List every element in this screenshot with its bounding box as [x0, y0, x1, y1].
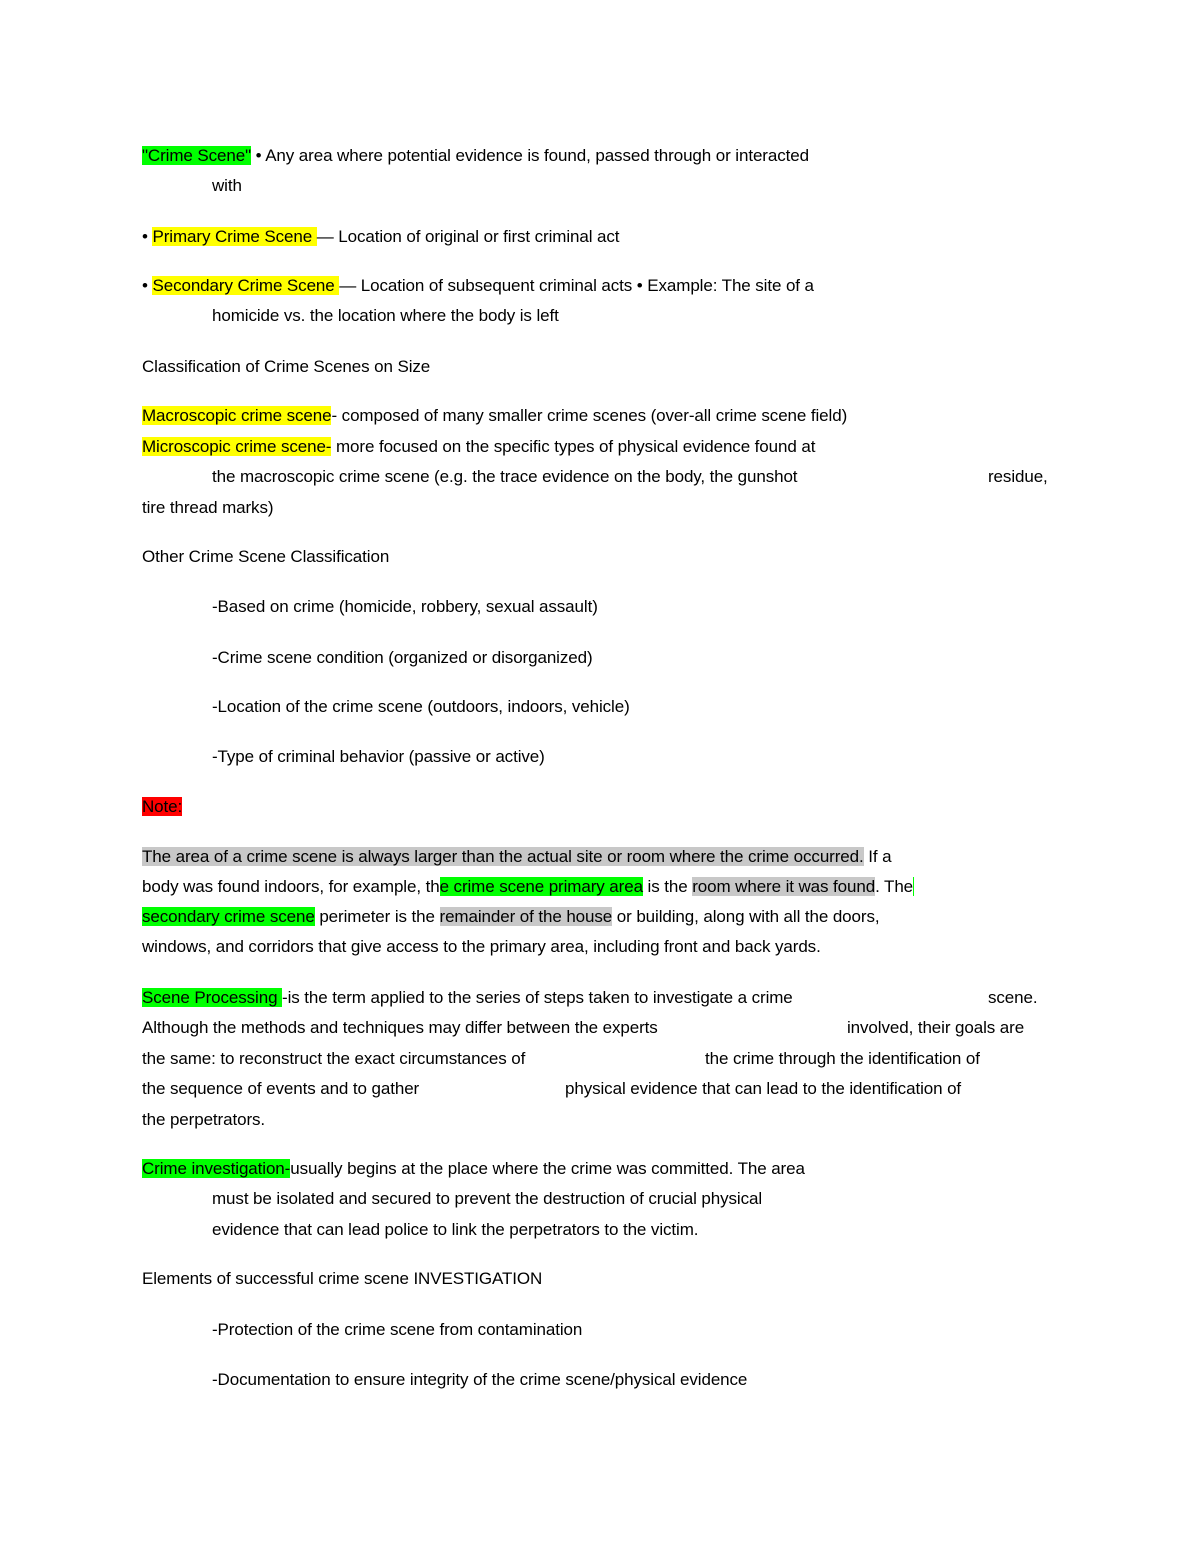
crime-scene-term: "Crime Scene" [142, 146, 252, 165]
crime-investigation-line-1 [142, 1158, 805, 1180]
microscopic-definition: more focused on the specific types of physical evidence found at [331, 437, 816, 456]
note-highlight: The area of a crime scene is always larger than the actual site or room where the crime occurred. [142, 847, 864, 866]
note-label: Note: [142, 797, 183, 816]
note-text: . The [875, 877, 914, 896]
crime-investigation-line-3: evidence that can lead police to link the perpetrators to the victim. [212, 1220, 699, 1239]
note-label-line [142, 796, 182, 818]
list-item: -Crime scene condition (organized or disorganized) [212, 648, 593, 667]
other-classification-heading: Other Crime Scene Classification [142, 547, 390, 566]
bullet: • [142, 227, 153, 246]
scene-processing-line-5: the perpetrators. [142, 1110, 266, 1129]
scene-processing-text: physical evidence that can lead to the identification of [565, 1079, 962, 1098]
crime-scene-line [142, 145, 809, 167]
crime-investigation-line-2: must be isolated and secured to prevent the destruction of crucial physical [212, 1189, 763, 1208]
list-item: -Location of the crime scene (outdoors, indoors, vehicle) [212, 697, 630, 716]
scene-processing-line-4: the sequence of events and to gather [142, 1079, 420, 1098]
scene-processing-text: scene. [988, 988, 1038, 1007]
list-item: -Based on crime (homicide, robbery, sexual assault) [212, 597, 598, 616]
note-highlight: room where it was found [692, 877, 876, 896]
microscopic-term: Microscopic crime scene- [142, 437, 332, 456]
scene-processing-line-1 [142, 987, 793, 1009]
secondary-crime-scene-definition: — Location of subsequent criminal acts • Example: The site of a [339, 276, 814, 295]
list-item: -Type of criminal behavior (passive or active) [212, 747, 545, 766]
note-text: or building, along with all the doors, [612, 907, 880, 926]
note-line-3 [142, 906, 879, 928]
crime-scene-definition: • Any area where potential evidence is found, passed through or interacted [251, 146, 809, 165]
scene-processing-line-2: Although the methods and techniques may differ between the experts [142, 1018, 658, 1037]
scene-processing-line-3: the same: to reconstruct the exact circumstances of [142, 1049, 526, 1068]
primary-crime-scene-definition: — Location of original or first criminal act [316, 227, 620, 246]
primary-crime-scene-line [142, 226, 619, 248]
note-line-4: windows, and corridors that give access to the primary area, including front and back yards. [142, 937, 821, 956]
bullet: • [142, 276, 153, 295]
crime-scene-primary-area-term: e crime scene primary area [439, 877, 643, 896]
note-text: body was found indoors, for example, th [142, 877, 440, 896]
crime-scene-definition-cont: with [212, 176, 242, 195]
secondary-crime-scene-line [142, 275, 814, 297]
elements-heading: Elements of successful crime scene INVESTIGATION [142, 1269, 543, 1288]
scene-processing-term: Scene Processing [142, 988, 283, 1007]
scene-processing-text: -is the term applied to the series of steps taken to investigate a crime [282, 988, 793, 1007]
list-item: -Protection of the crime scene from contamination [212, 1320, 583, 1339]
note-text: If a [863, 847, 892, 866]
scene-processing-text: the crime through the identification of [705, 1049, 980, 1068]
secondary-crime-scene-definition-cont: homicide vs. the location where the body is left [212, 306, 559, 325]
secondary-crime-scene-term: secondary crime scene [142, 907, 315, 926]
note-line-2 [142, 876, 914, 898]
list-item: -Documentation to ensure integrity of the crime scene/physical evidence [212, 1370, 748, 1389]
scene-processing-text: involved, their goals are [847, 1018, 1025, 1037]
primary-crime-scene-term: Primary Crime Scene [152, 227, 317, 246]
crime-investigation-text: usually begins at the place where the crime was committed. The area [290, 1159, 805, 1178]
microscopic-definition-last: tire thread marks) [142, 498, 274, 517]
microscopic-line [142, 436, 815, 458]
note-line-1 [142, 846, 891, 868]
secondary-crime-scene-term: Secondary Crime Scene [152, 276, 340, 295]
crime-investigation-term: Crime investigation- [142, 1159, 291, 1178]
note-text: is the [642, 877, 693, 896]
highlight-marker [913, 877, 914, 896]
macroscopic-term: Macroscopic crime scene [142, 406, 332, 425]
macroscopic-definition: - composed of many smaller crime scenes (over-all crime scene field) [331, 406, 848, 425]
microscopic-definition-cont-end: residue, [988, 467, 1048, 486]
macroscopic-line [142, 405, 847, 427]
classification-heading: Classification of Crime Scenes on Size [142, 357, 431, 376]
note-text: perimeter is the [314, 907, 440, 926]
microscopic-definition-cont: the macroscopic crime scene (e.g. the trace evidence on the body, the gunshot [212, 467, 798, 486]
note-highlight: remainder of the house [439, 907, 613, 926]
